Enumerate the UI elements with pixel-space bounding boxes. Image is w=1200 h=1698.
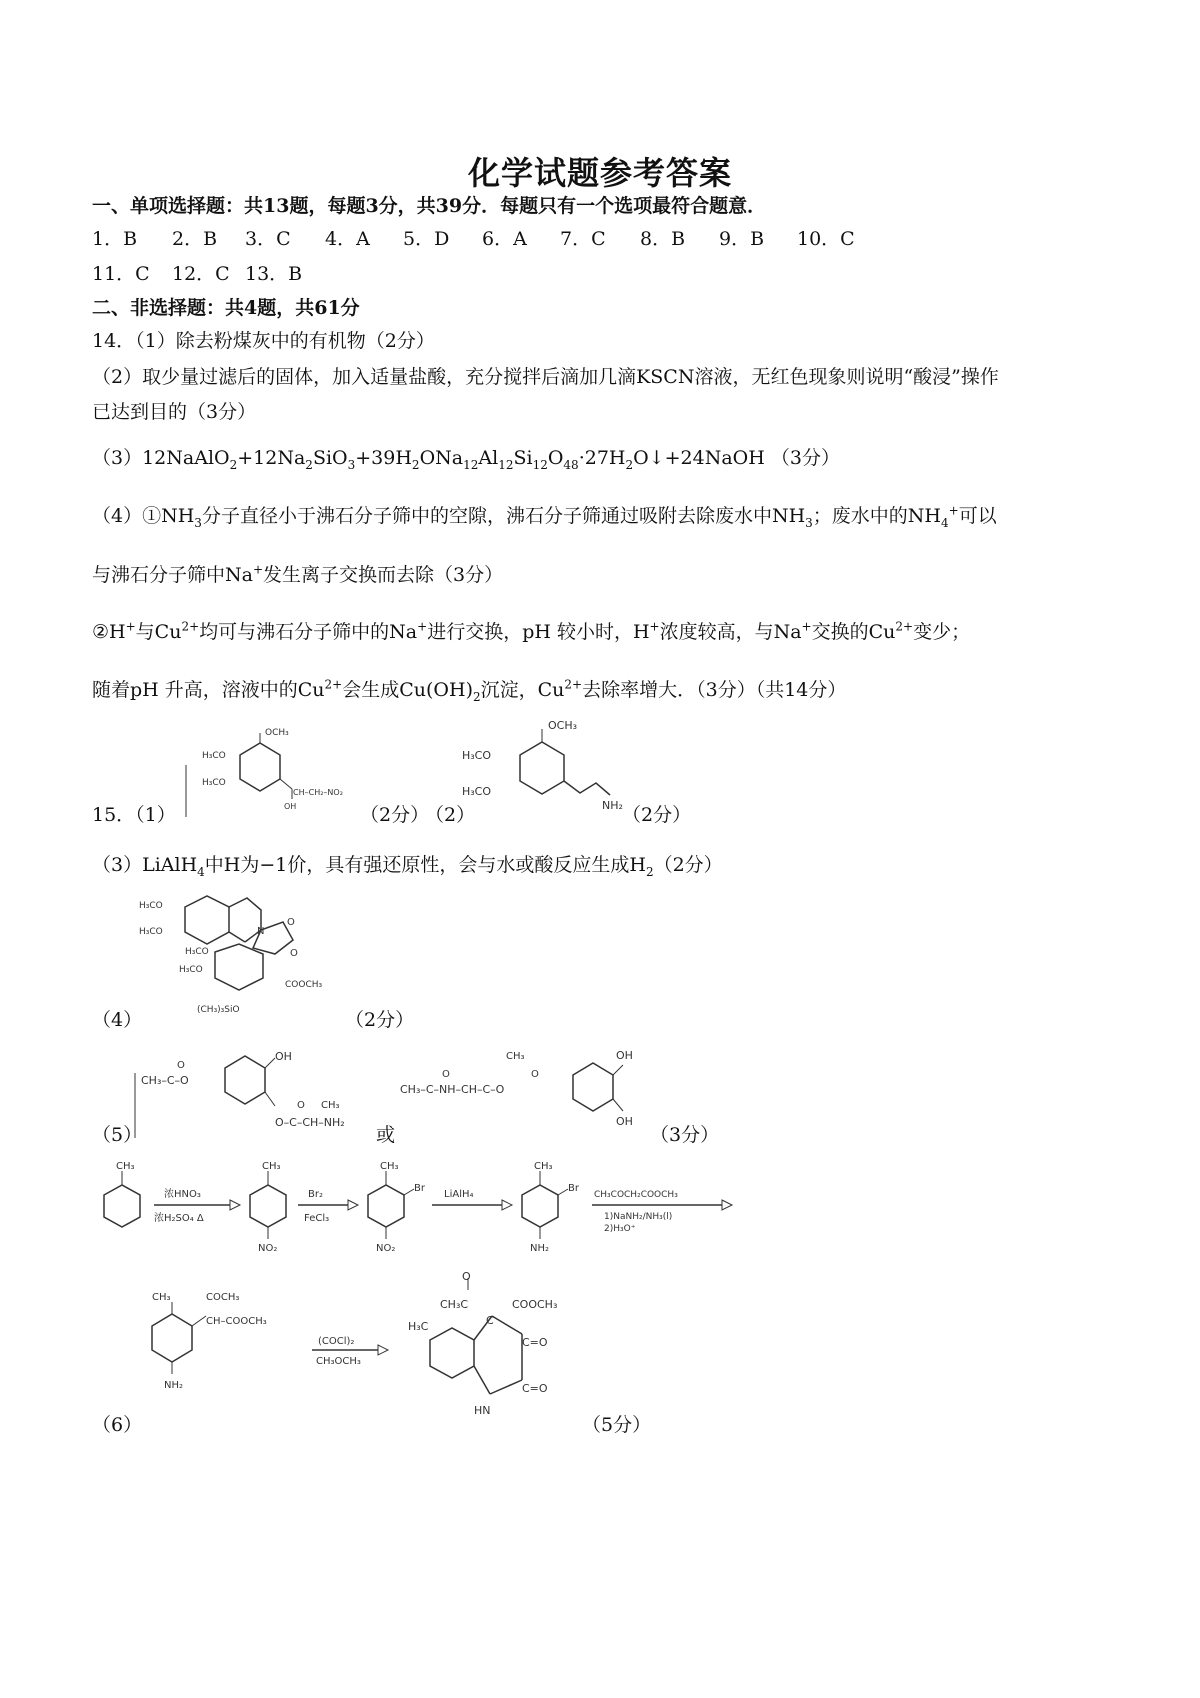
label-ch3c: CH₃C [440,1298,469,1311]
sup: + [252,562,264,577]
label-ome-2: H₃CO [202,778,226,788]
label-oh: OH [275,1050,292,1063]
text: （2分） [653,854,723,876]
text: 浓度较高，与Na [659,621,802,643]
q14-part3-equation [92,443,840,472]
label-no2-2: NO₂ [376,1243,396,1254]
q15-part1-score: （2分） [360,804,430,826]
label-reagent-ether: CH₃OCH₃ [316,1356,361,1367]
label-o-2: O [290,948,298,959]
label-ome-4: H₃CO [179,965,203,975]
eq-text: Si [513,447,533,469]
label-reagent-h3o: 2)H₃O⁺ [604,1224,636,1234]
answer-4: 4．A [325,228,370,250]
text: 发生离子交换而去除（3分） [263,564,504,586]
label-ch3: CH₃ [506,1051,525,1062]
label-o-1: O [287,917,295,928]
label-ch-cooch3: CH–COOCH₃ [206,1316,267,1327]
eq-sub: 3 [347,457,356,472]
q14-part1: 14．（1）除去粉煤灰中的有机物（2分） [92,330,435,352]
label-no2-1: NO₂ [258,1243,278,1254]
sup: 2+ [324,677,343,692]
label-ome-top: OCH₃ [265,728,289,738]
label-reagent-fecl3: FeCl₃ [304,1213,330,1224]
label-ome-1: H₃CO [462,749,492,762]
label-ester-left: CH₃–C–O [141,1074,189,1087]
eq-text: （3）12NaAlO [92,447,230,469]
sub: 4 [940,515,949,530]
label-oh-1: OH [616,1049,633,1062]
label-coch3: COCH₃ [206,1292,240,1303]
answer-3: 3．C [245,228,291,250]
structure-15-5b [398,1035,658,1135]
answer-9: 9．B [719,228,765,250]
synthesis-route-row1 [92,1155,772,1265]
text: ②H [92,621,126,643]
label-ch3-3: CH₃ [380,1161,399,1172]
label-chain: CH₃–C–NH–CH–C–O [400,1083,505,1096]
q15-part5-label: （5） [92,1124,143,1146]
eq-text: Al [478,447,499,469]
eq-sub: 12 [498,457,514,472]
eq-text: O [547,447,564,469]
sub: 4 [197,864,205,879]
sup: + [948,503,959,518]
q15-part3 [92,850,723,879]
eq-sub: 12 [463,457,479,472]
label-carbonyl-o-2: O [531,1069,539,1080]
label-c: C [486,1314,494,1327]
eq-sub: 12 [532,457,548,472]
label-ch3-4: CH₃ [534,1161,553,1172]
label-ome-2: H₃CO [139,927,163,937]
page-title: 化学试题参考答案 [467,154,732,192]
q14-part2-line1: （2）取少量过滤后的固体，加入适量盐酸，充分搅拌后滴加几滴KSCN溶液，无红色现象则说明“酸浸”操作 [92,366,999,388]
label-reagent-nanh2: 1)NaNH₂/NH₃(l) [604,1212,673,1222]
label-ch3-2: CH₃ [262,1161,281,1172]
answer-6: 6．A [482,228,527,250]
eq-text: ONa [419,447,464,469]
label-carbonyl-o-1: O [442,1069,450,1080]
text: 与Cu [135,621,182,643]
label-chain: CH–CH₂–NO₂ [293,788,343,797]
sup: 2+ [564,677,583,692]
text: 去除率增大．（3分）（共14分） [582,679,847,701]
label-ome-1: H₃CO [202,751,226,761]
text: 与沸石分子筛中Na [92,564,253,586]
sup: + [125,619,136,634]
q15-part1-label: 15．（1） [92,804,176,826]
eq-sub: 2 [305,457,313,472]
sup: + [649,619,660,634]
label-ome-2: H₃CO [462,785,492,798]
text: 进行交换，pH 较小时，H [427,621,650,643]
label-co-1: C=O [522,1336,548,1349]
q14-part4-sub2-line2 [92,675,846,704]
q15-part4-score: （2分） [345,1009,415,1031]
label-oh-2: OH [616,1115,633,1128]
label-nh2: NH₂ [602,799,623,812]
structure-15-1 [180,725,350,825]
sub: 3 [805,515,813,530]
sub: 2 [473,689,481,704]
label-nh2: NH₂ [164,1380,184,1391]
structure-15-4 [135,892,355,1022]
q15-part4-label: （4） [92,1009,143,1031]
sub: 3 [194,515,202,530]
sup: + [801,619,812,634]
q15-part2-score: （2分） [622,804,692,826]
label-co-2: C=O [522,1382,548,1395]
answer-2: 2．B [172,228,218,250]
label-carbonyl-o-1: O [177,1060,185,1071]
q14-part4-line1 [92,501,997,530]
q15-part6-label: （6） [92,1414,143,1436]
eq-sub: 2 [411,457,420,472]
q15-part5-or: 或 [376,1124,396,1146]
sup: + [417,619,428,634]
sup: 2+ [181,619,200,634]
label-cooch3: COOCH₃ [512,1298,558,1311]
answer-12: 12．C [172,263,230,285]
text: （3）LiAlH [92,854,198,876]
label-reagent-acetoacetate: CH₃COCH₂COOCH₃ [594,1190,678,1200]
text: 中H为−1价，具有强还原性，会与水或酸反应生成H [204,854,646,876]
q15-part2-label: （2） [425,804,476,826]
eq-text: O↓+24NaOH （3分） [633,447,840,469]
label-br-1: Br [414,1183,425,1194]
label-ome-top: OCH₃ [548,719,578,732]
structure-15-2 [460,715,630,825]
label-nh2: NH₂ [530,1243,550,1254]
label-ch3: CH₃ [321,1100,340,1111]
structure-15-5a [125,1038,385,1148]
q14-part2-line2: 已达到目的（3分） [92,401,257,423]
sub: 2 [645,864,654,879]
label-oh: OH [284,802,297,811]
section2-heading: 二、非选择题：共4题，共61分 [92,297,360,319]
label-ester-right: O–C–CH–NH₂ [275,1116,345,1129]
q15-part6-score: （5分） [582,1414,652,1436]
label-reagent-oxalyl: (COCl)₂ [318,1336,355,1347]
text: 可以 [958,505,997,527]
sup: 2+ [895,619,914,634]
label-reagent-lialh4: LiAlH₄ [444,1189,474,1200]
label-reagent-hno3: 浓HNO₃ [164,1189,201,1200]
eq-text: ·27H [578,447,626,469]
text: 沉淀，Cu [480,679,565,701]
text: 均可与沸石分子筛中的Na [199,621,418,643]
label-n: N [257,926,265,937]
answer-5: 5．D [403,228,450,250]
synthesis-route-row2 [140,1268,600,1428]
label-cooch3: COOCH₃ [285,980,323,990]
eq-text: +39H [355,447,412,469]
text: ；废水中的NH [812,505,941,527]
label-reagent-h2so4: 浓H₂SO₄ Δ [154,1213,204,1224]
label-ome-3: H₃CO [185,947,209,957]
answer-8: 8．B [640,228,686,250]
eq-sub: 2 [625,457,634,472]
label-o: O [462,1270,471,1283]
answer-7: 7．C [560,228,606,250]
label-tms: (CH₃)₃SiO [197,1005,240,1015]
eq-sub: 48 [563,457,579,472]
text: 会生成Cu(OH) [342,679,473,701]
text: 交换的Cu [811,621,896,643]
answer-11: 11．C [92,263,150,285]
text: 变少； [913,621,971,643]
answer-10: 10．C [797,228,855,250]
text: （4）①NH [92,505,195,527]
eq-text: SiO [312,447,348,469]
label-ome-1: H₃CO [139,901,163,911]
label-h3c: H₃C [408,1320,429,1333]
answer-1: 1．B [92,228,138,250]
text: 分子直径小于沸石分子筛中的空隙，沸石分子筛通过吸附去除废水中NH [201,505,806,527]
section1-heading: 一、单项选择题：共13题，每题3分，共39分．每题只有一个选项最符合题意． [92,195,767,217]
label-reagent-br2: Br₂ [308,1189,323,1200]
label-ch3-1: CH₃ [116,1161,135,1172]
label-br-2: Br [568,1183,579,1194]
text: 随着pH 升高，溶液中的Cu [92,679,325,701]
eq-sub: 2 [229,457,238,472]
eq-text: +12Na [237,447,306,469]
label-carbonyl-o-2: O [297,1100,305,1111]
label-hn: HN [474,1404,491,1417]
label-ch3: CH₃ [152,1292,171,1303]
q15-part5-score: （3分） [650,1124,720,1146]
answer-13: 13．B [245,263,303,285]
q14-part4-sub2-line1 [92,617,970,644]
q14-part4-line2 [92,560,503,587]
